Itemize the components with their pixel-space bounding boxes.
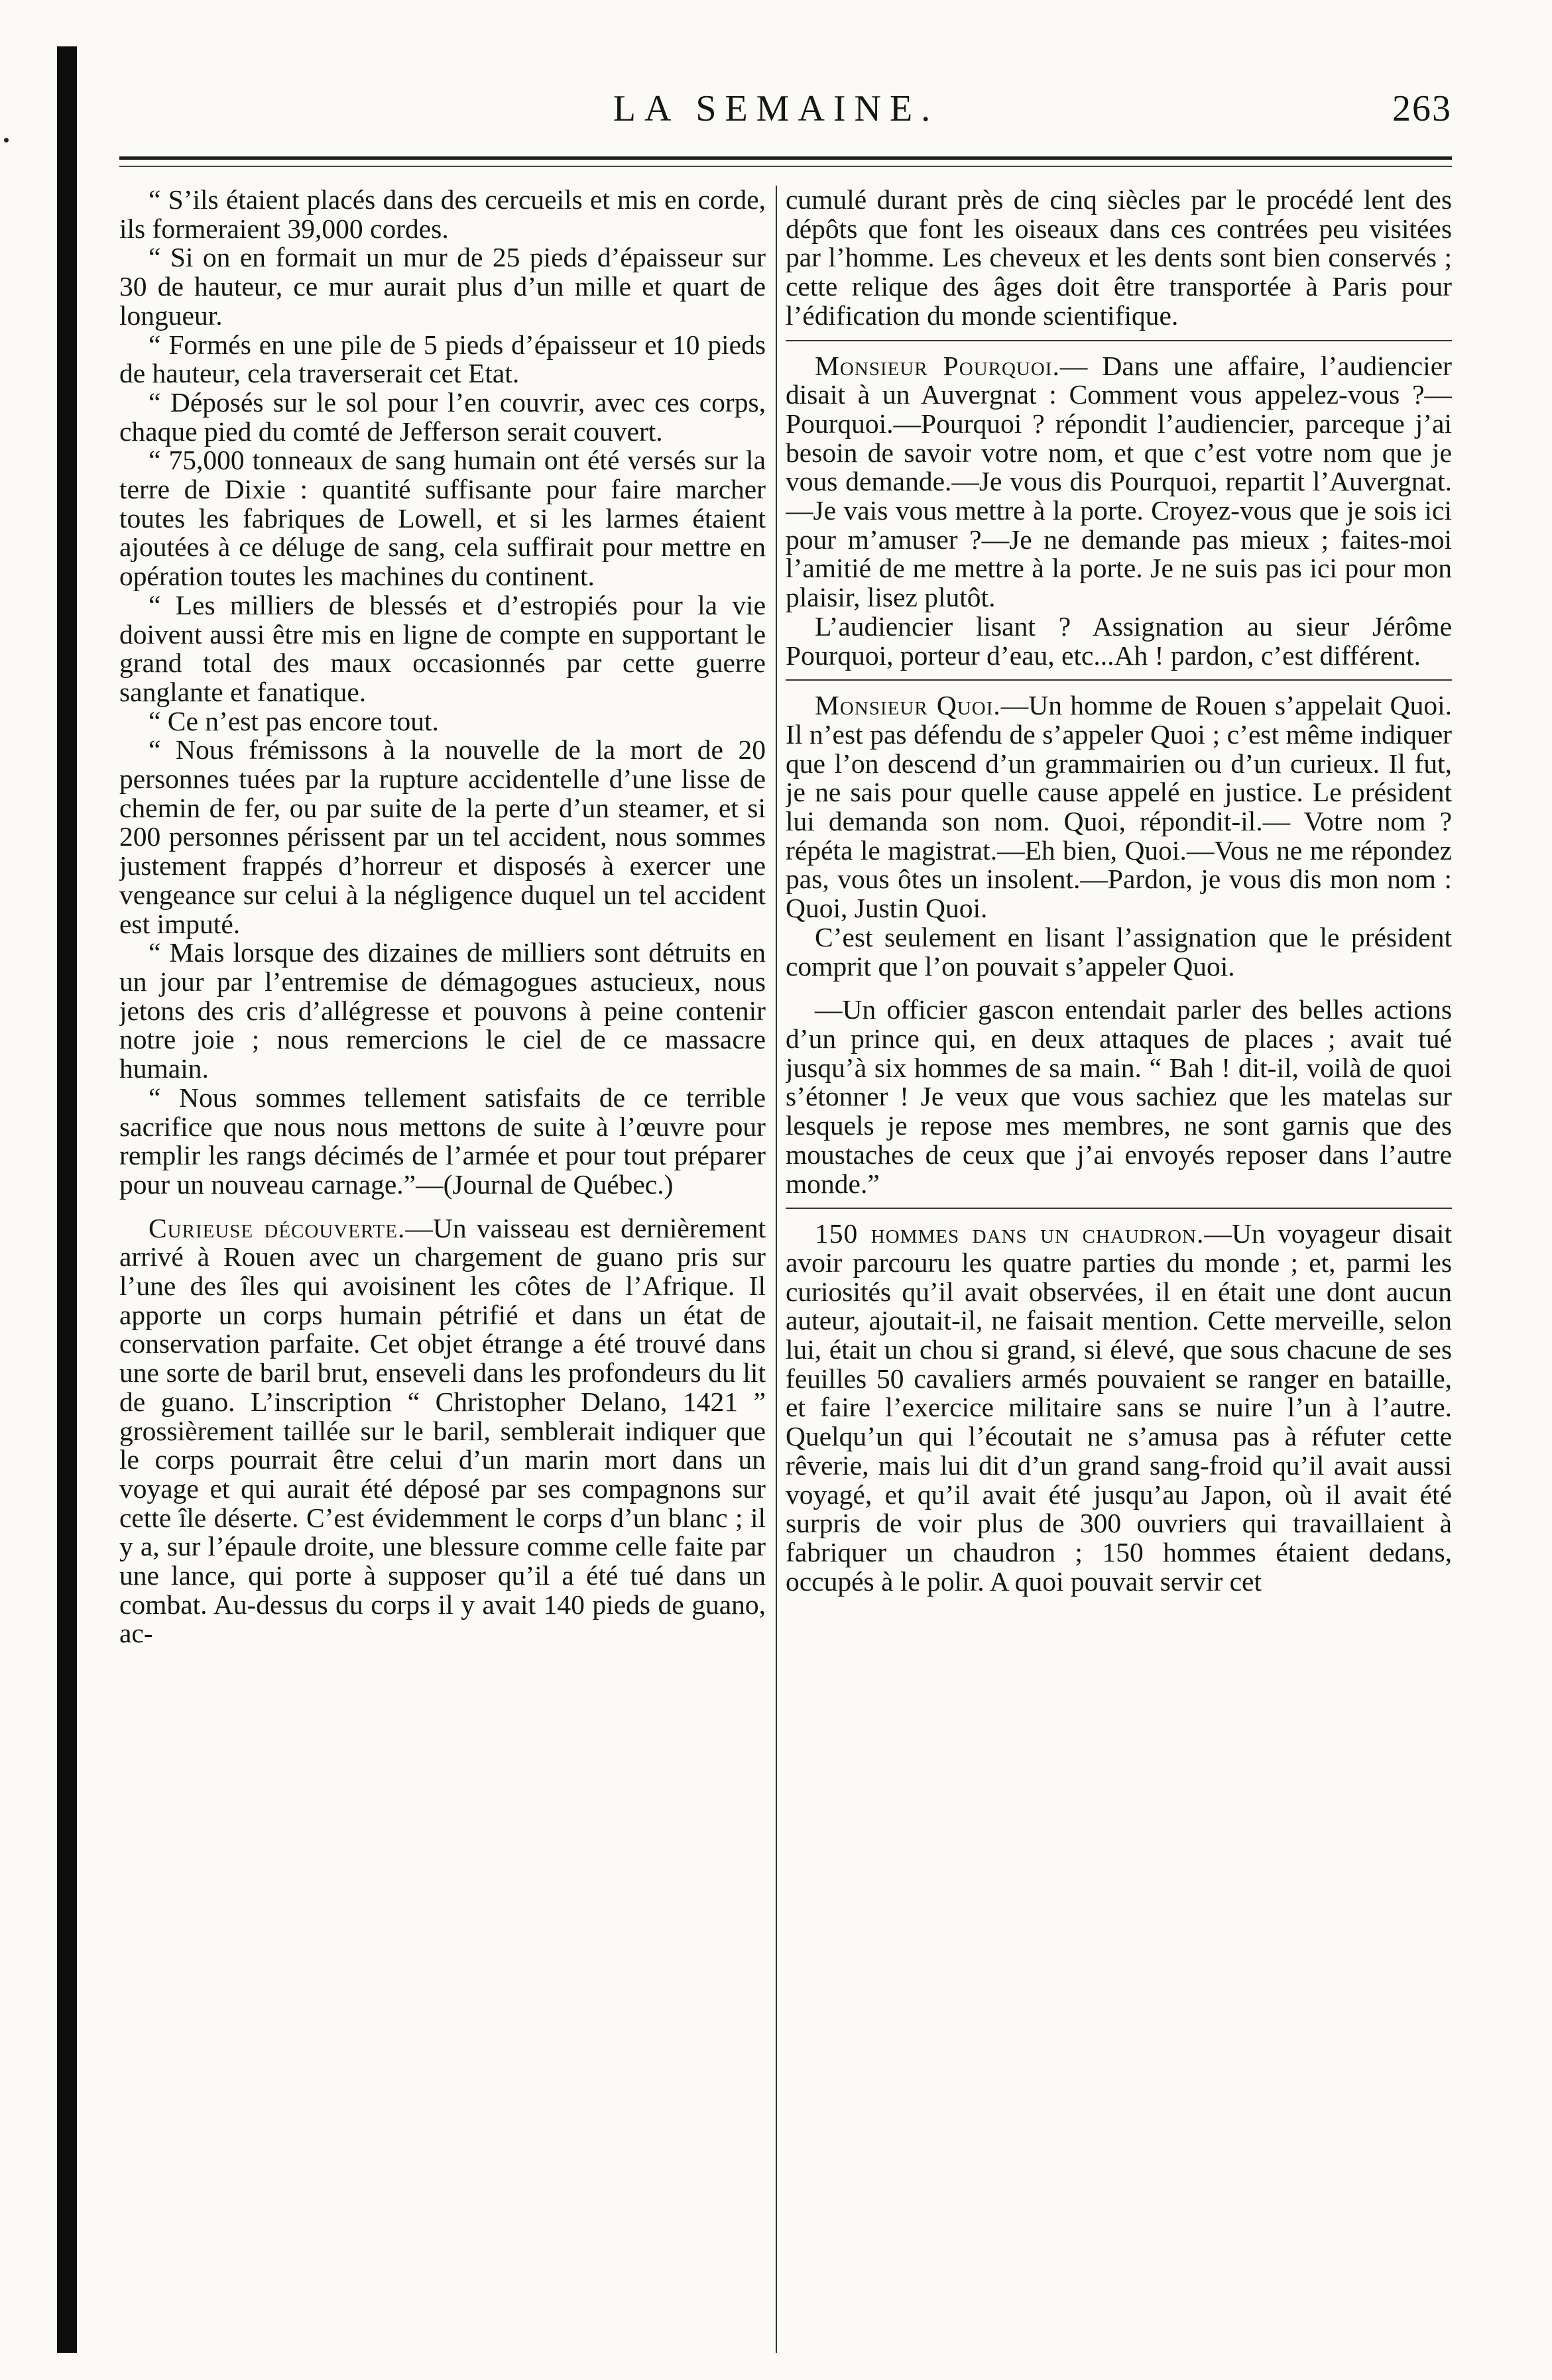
paragraph: [119, 186, 766, 243]
paragraph: [786, 923, 1452, 981]
section-rule: [786, 679, 1452, 681]
paragraph: [119, 736, 766, 938]
paragraph-text: “ Les milliers de blessés et d’estropiés pour la vie doivent aussi être mis en ligne de compte en supportant le grand total des maux occasionnés par cette guerre sanglante et fanatique.: [119, 589, 766, 707]
section-rule: [786, 1208, 1452, 1209]
article-monsieur-pourquoi: [786, 352, 1452, 612]
paragraph: [119, 243, 766, 330]
paragraph: [119, 388, 766, 446]
running-title: LA SEMAINE.: [613, 88, 939, 129]
article-150-hommes: [786, 1219, 1452, 1596]
header-rule-thin: [119, 166, 1452, 167]
paragraph-text: C’est seulement en lisant l’assignation que le président comprit que l’on pouvait s’appeler Quoi.: [786, 921, 1452, 982]
page-number: 263: [1392, 88, 1452, 129]
article-curieuse-decouverte: [119, 1214, 766, 1649]
paragraph: [119, 1084, 766, 1200]
section-rule: [786, 340, 1452, 341]
article-heading: Monsieur Pourquoi.: [815, 350, 1060, 381]
article-heading: 150 hommes dans un chaudron.: [815, 1218, 1205, 1249]
paragraph: [119, 707, 766, 736]
paragraph-text: “ Déposés sur le sol pour l’en couvrir, avec ces corps, chaque pied du comté de Jefferson serait couvert.: [119, 386, 766, 447]
paragraph-text: “ Si on en formait un mur de 25 pieds d’épaisseur sur 30 de hauteur, ce mur aurait plus d’un mille et quart de longueur.: [119, 242, 766, 331]
article-heading: Curieuse découverte.: [149, 1212, 406, 1243]
paragraph: [786, 186, 1452, 331]
article-heading: Monsieur Quoi.: [815, 690, 1001, 721]
ink-speck: [4, 138, 9, 142]
paragraph-text: “ Formés en une pile de 5 pieds d’épaisseur et 10 pieds de hauteur, cela traverserait cet Etat.: [119, 329, 766, 389]
paragraph-text: “ Ce n’est pas encore tout.: [149, 705, 439, 736]
column-divider: [776, 186, 777, 2353]
paragraph: [119, 938, 766, 1084]
paragraph-text: “ Mais lorsque des dizaines de milliers sont détruits en un jour par l’entremise de démagogues astucieux, nous jetons des cris d’allégresse et pouvons à peine contenir notre joie ; nous remercions le ciel de ce massacre humain.: [119, 937, 766, 1084]
paragraph-text: “ S’ils étaient placés dans des cercueils et mis en corde, ils formeraient 39,000 cordes.: [119, 186, 766, 244]
paragraph-text: “ 75,000 tonneaux de sang humain ont été versés sur la terre de Dixie : quantité suffisante pour faire marcher toutes les fabriques de Lowell, et si les larmes étaient ajoutées à ce déluge de sang, cela suffirait pour mettre en opération toutes les machines du continent.: [119, 445, 766, 592]
paragraph-text: — Dans une affaire, l’audiencier disait à un Auvergnat : Comment vous appelez-vous ?— Pourquoi.—Pourquoi ? répondit l’audiencier, parceque j’ai besoin de savoir votre nom, et que c’est votre nom que je vous demande.—Je vous dis Pourquoi, repartit l’Auvergnat.—Je vais vous mettre à la porte. Croyez-vous que je sois ici pour m’amuser ?—Je ne demande pas mieux ; faites-moi l’amitié de me mettre à la porte. Je ne suis pas ici pour mon plaisir, lisez plutôt.: [786, 350, 1452, 613]
paragraph-text: —Un voyageur disait avoir parcouru les quatre parties du monde ; et, parmi les curiosités qu’il avait observées, il en était une dont aucun auteur, ajoutait-il, ne faisait mention. Cette merveille, selon lui, était un chou si grand, si élevé, que sous chacune de ses feuilles 50 cavaliers armés pouvaient se ranger en bataille, et faire l’exercice militaire sans se nuire l’un à l’autre. Quelqu’un qui l’écoutait ne s’amusa pas à réfuter cette rêverie, mais lui dit d’un grand sang-froid qu’il avait aussi voyagé, et qu’il avait été jusqu’au Japon, où il avait été surpris de voir plus de 300 ouvriers qui travaillaient à fabriquer un chaudron ; 150 hommes étaient dedans, occupés à le polir. A quoi pouvait servir cet: [786, 1218, 1452, 1597]
paragraph: [119, 591, 766, 707]
paragraph-text: —Un homme de Rouen s’appelait Quoi. Il n’est pas défendu de s’appeler Quoi ; c’est même indiquer que l’on descend d’un grammairien ou d’un curieux. Il fut, je ne sais pour quelle cause appelé en justice. Le président lui demanda son nom. Quoi, répondit-il.— Votre nom ? répéta le magistrat.—Eh bien, Quoi.—Vous ne me répondez pas, vous ôtes un insolent.—Pardon, je vous dis mon nom : Quoi, Justin Quoi.: [786, 690, 1452, 924]
paragraph: [119, 446, 766, 591]
article-monsieur-quoi: [786, 691, 1452, 923]
right-column: [786, 186, 1452, 2353]
paragraph-text: “ Nous sommes tellement satisfaits de ce terrible sacrifice que nous nous mettons de suite à l’œuvre pour remplir les rangs décimés de l’armée et pour tout préparer pour un nouveau carnage.”—(Journal de Québec.): [119, 1082, 766, 1200]
left-column: [119, 186, 766, 2353]
paragraph-text: “ Nous frémissons à la nouvelle de la mort de 20 personnes tuées par la rupture accidentelle d’une lisse de chemin de fer, ou par suite de la perte d’un steamer, et si 200 personnes périssent par un tel accident, nous sommes justement frappés d’horreur et disposés à exercer une vengeance sur celui à la négligence duquel un tel accident est imputé.: [119, 734, 766, 939]
paragraph-text: L’audiencier lisant ? Assignation au sieur Jérôme Pourquoi, porteur d’eau, etc...Ah ! pardon, c’est différent.: [786, 610, 1452, 671]
paragraph: [786, 612, 1452, 670]
paragraph-text: —Un vaisseau est dernièrement arrivé à Rouen avec un chargement de guano pris sur l’une des îles qui avoisinent les côtes de l’Afrique. Il apporte un corps humain pétrifié et dans un état de conservation parfaite. Cet objet étrange a été trouvé dans une sorte de baril brut, enseveli dans les profondeurs du lit de guano. L’inscription “ Christopher Delano, 1421 ” grossièrement taillée sur le baril, semblerait indiquer que le corps pourrait être celui d’un marin mort dans un voyage et qui aurait été déposé par ses compagnons sur cette île déserte. C’est évidemment le corps d’un blanc ; il y a, sur l’épaule droite, une blessure comme celle faite par une lance, qui porte à supposer qu’il a été tué dans un combat. Au-dessus du corps il y avait 140 pieds de guano, ac-: [119, 1212, 766, 1649]
paragraph: [119, 331, 766, 388]
binding-shadow: [57, 46, 77, 2353]
anecdote-officier-gascon: [786, 995, 1452, 1198]
header-rule: [119, 156, 1452, 160]
paragraph-text: —Un officier gascon entendait parler des belles actions d’un prince qui, en deux attaques de places ; avait tué jusqu’à six hommes de sa main. “ Bah ! dit-il, voilà de quoi s’étonner ! Je veux que vous sachiez que les matelas sur lesquels je repose mes membres, ne sont garnis que des moustaches de ceux que j’ai envoyés reposer dans l’autre monde.”: [786, 994, 1452, 1199]
paragraph-text: cumulé durant près de cinq siècles par le procédé lent des dépôts que font les oiseaux dans ces contrées peu visitées par l’homme. Les cheveux et les dents sont bien conservés ; cette relique des âges doit être transportée à Paris pour l’édification du monde scientifique.: [786, 186, 1452, 331]
